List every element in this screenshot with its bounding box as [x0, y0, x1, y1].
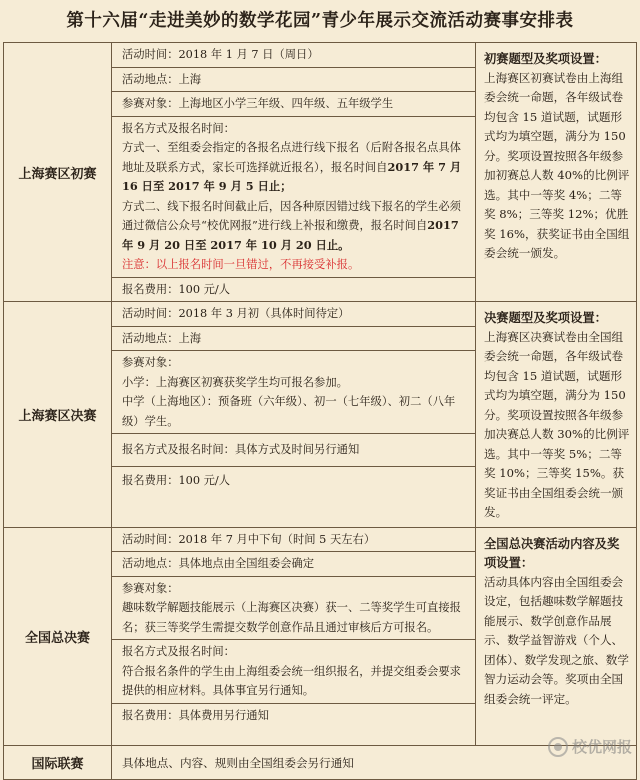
method-1-dates: 2017 年 7 月 16 日至 2017 年 9 月 5 日止； — [122, 159, 462, 193]
method-2-text: 方式二、线下报名时间截止后，因各种原因错过线下报名的学生必须通过微信公众号“校优网报”进行线上补报和缴费，报名时间自 — [122, 199, 461, 232]
section-details — [112, 527, 476, 745]
registration-fee: 报名费用：具体费用另行通知 — [122, 708, 269, 722]
award-info — [476, 43, 637, 302]
section-details — [112, 43, 476, 302]
award-info — [476, 302, 637, 528]
wechat-logo-icon — [548, 737, 568, 757]
activity-place: 活动地点：具体地点由全国组委会确定 — [112, 552, 475, 577]
registration-title: 报名方式及报名时间： — [122, 121, 235, 135]
registration — [112, 117, 475, 278]
activity-info-body: 活动具体内容由全国组委会设定，包括趣味数学解题技能展示、数学创意作品展示、数学益智游戏（个人、团体）、数学发现之旅、数学智力运动会等。奖项由全国组委会统一评定。 — [484, 574, 629, 706]
award-title: 决赛题型及奖项设置： — [484, 310, 607, 325]
registration: 报名方式及报名时间：具体方式及时间另行通知 — [112, 434, 475, 467]
section-name: 全国总决赛 — [4, 527, 112, 745]
participants: 参赛对象：上海地区小学三年级、四年级、五年级学生 — [112, 92, 475, 117]
section-name: 上海赛区决赛 — [4, 302, 112, 528]
activity-info-title: 全国总决赛活动内容及奖项设置： — [484, 535, 620, 570]
watermark-text: 校优网报 — [571, 738, 632, 756]
section-preliminary — [4, 43, 637, 302]
registration-fee: 报名费用：100 元/人 — [122, 282, 231, 296]
page-title: 第十六届“走进美妙的数学花园”青少年展示交流活动赛事安排表 — [66, 11, 574, 31]
schedule-table — [3, 42, 637, 780]
activity-place: 活动地点：上海 — [112, 68, 475, 93]
participants-primary: 小学：上海赛区初赛获奖学生均可报名参加。 — [122, 375, 348, 389]
watermark — [548, 736, 632, 757]
award-title: 初赛题型及奖项设置： — [484, 51, 607, 66]
registration-fee: 报名费用：100 元/人 — [122, 473, 231, 487]
activity-time: 活动时间：2018 年 1 月 7 日（周日） — [112, 43, 475, 68]
activity-time: 活动时间：2018 年 7 月中下旬（时间 5 天左右） — [112, 528, 475, 553]
registration-method-2 — [122, 197, 469, 256]
international-details: 具体地点、内容、规则由全国组委会另行通知 — [112, 745, 637, 779]
notice-text: 注意：以上报名时间一旦错过，不再接受补报。 — [122, 258, 360, 271]
participants-title: 参赛对象： — [122, 356, 179, 369]
section-international — [4, 745, 637, 779]
award-body: 上海赛区初赛试卷由上海组委会统一命题，各年级试卷均包含 15 道试题，试题形式均为填空题，满分为 150 分。奖项设置按照各年级参加初赛总人数 40%的比例评选。其中一等奖 4%；二等奖 8%；三等奖 12%；优胜奖 16%，获奖证书由全国组委会统一颁发。 — [484, 70, 630, 260]
registration-body: 符合报名条件的学生由上海组委会统一组织报名，并提交组委会要求提供的相应材料。具体事宜另行通知。 — [122, 664, 461, 697]
activity-info — [476, 527, 637, 745]
section-national-final — [4, 527, 637, 745]
participants-body: 趣味数学解题技能展示（上海赛区决赛）获一、二等奖学生可直接报名；获三等奖学生需提交数学创意作品且通过审核后方可报名。 — [122, 601, 461, 634]
activity-place: 活动地点：上海 — [112, 327, 475, 352]
registration-title: 报名方式及报名时间： — [122, 645, 235, 658]
activity-time: 活动时间：2018 年 3 月初（具体时间待定） — [112, 302, 475, 327]
registration-method-1 — [122, 138, 469, 197]
participants-title: 参赛对象： — [122, 581, 179, 595]
section-name: 上海赛区初赛 — [4, 43, 112, 302]
award-body: 上海赛区决赛试卷由全国组委会统一命题，各年级试卷均包含 15 道试题，试题形式均为填空题，满分为 150 分。奖项设置按照各年级参加决赛总人数 30%的比例评选。其中一等奖 5%；二等奖 10%；三等奖 15%。获奖证书由全国组委会统一颁发。 — [484, 329, 630, 519]
section-final — [4, 302, 637, 528]
participants — [112, 351, 475, 434]
participants-middle: 中学（上海地区）：预备班（六年级）、初一（七年级）、初二（八年级）学生。 — [122, 395, 456, 428]
section-details — [112, 302, 476, 528]
section-name: 国际联赛 — [4, 745, 112, 779]
method-2-dates: 2017 年 9 月 20 日至 2017 年 10 月 20 日止。 — [122, 218, 459, 252]
registration — [112, 640, 475, 704]
participants — [112, 577, 475, 641]
method-1-text: 方式一、至组委会指定的各报名点进行线下报名（后附各报名点具体地址及联系方式，家长可选择就近报名），报名时间自 — [122, 141, 461, 174]
